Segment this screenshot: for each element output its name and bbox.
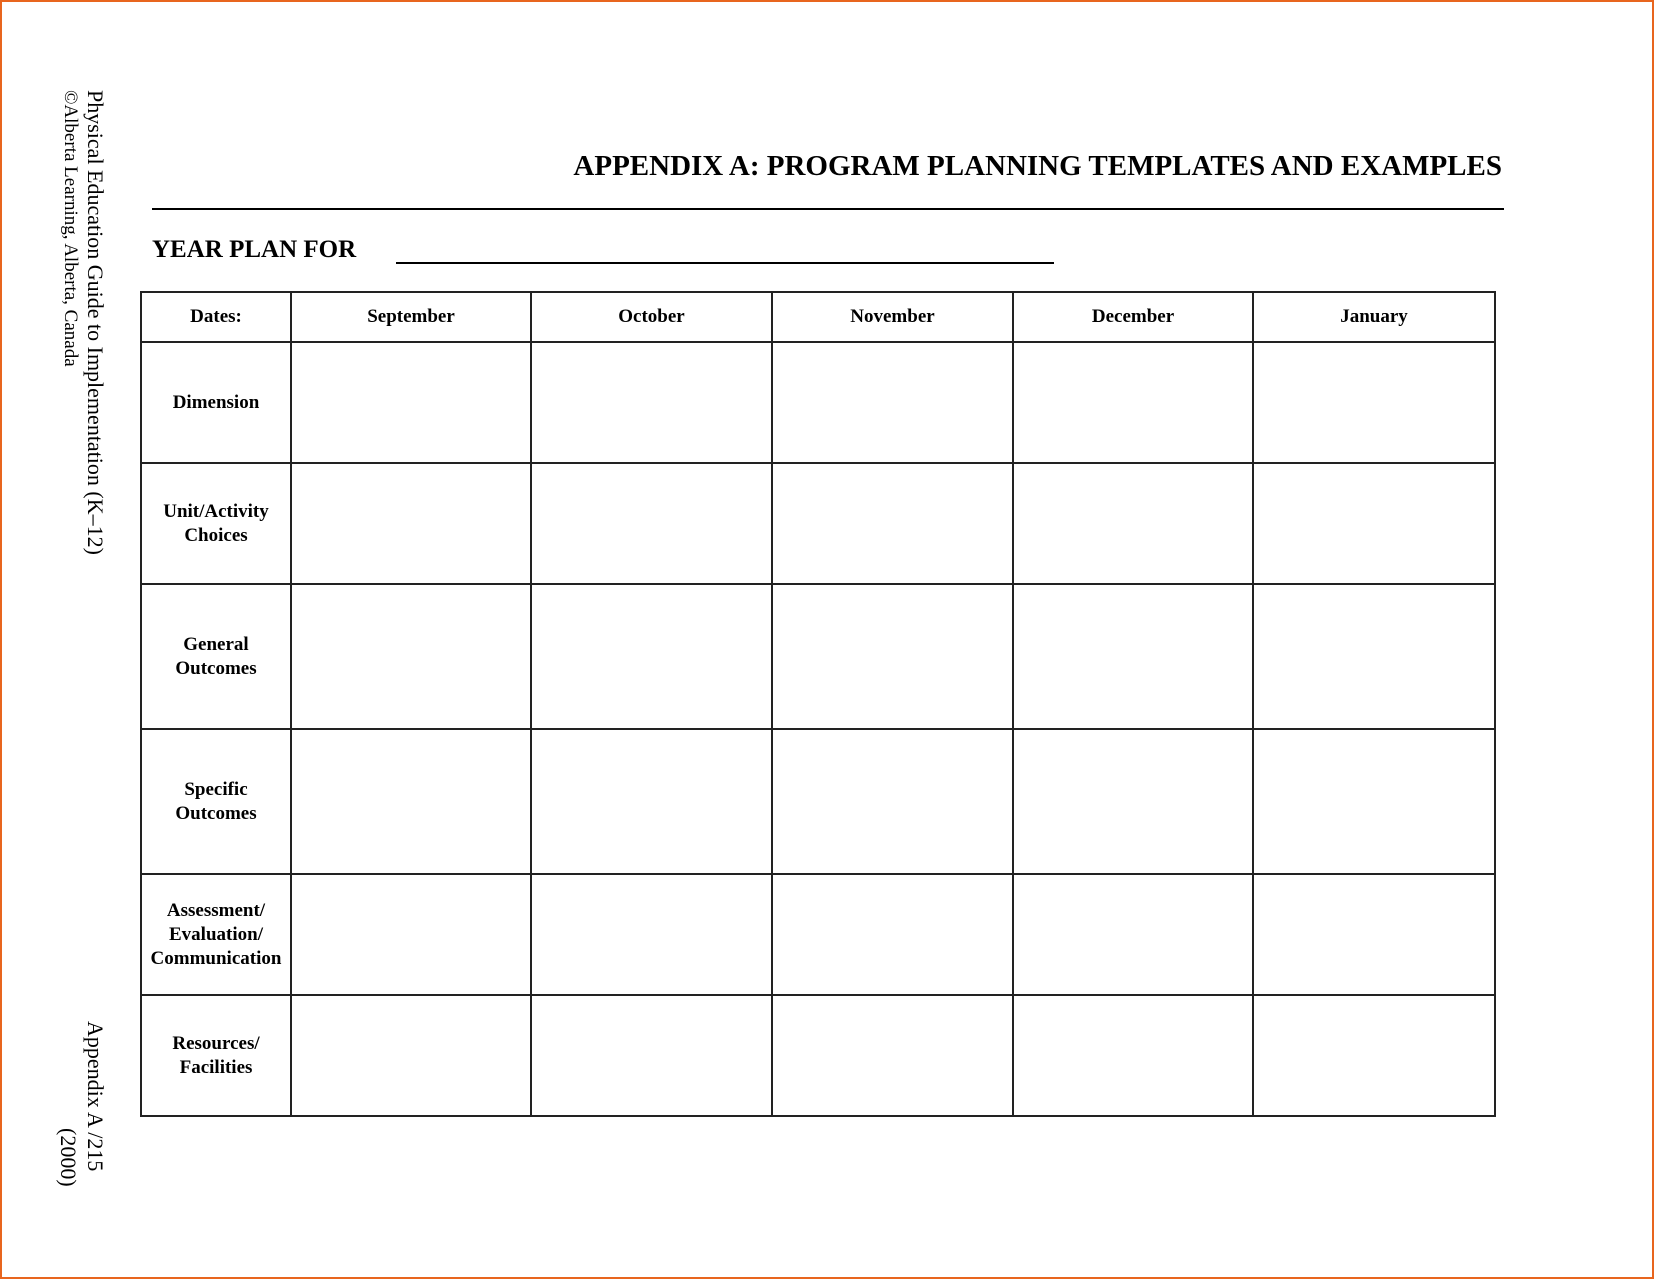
column-header-january: January <box>1253 292 1495 342</box>
column-header-november: November <box>772 292 1013 342</box>
table-cell[interactable] <box>772 874 1013 995</box>
column-header-december: December <box>1013 292 1253 342</box>
table-cell[interactable] <box>772 342 1013 463</box>
title-rule <box>152 208 1504 210</box>
column-header-october: October <box>531 292 772 342</box>
table-cell[interactable] <box>291 874 531 995</box>
table-cell[interactable] <box>531 463 772 584</box>
table-cell[interactable] <box>1253 874 1495 995</box>
page-title: APPENDIX A: PROGRAM PLANNING TEMPLATES AND EXAMPLES <box>573 150 1502 182</box>
table-cell[interactable] <box>1253 463 1495 584</box>
row-header-dimension: Dimension <box>141 342 291 463</box>
table-cell[interactable] <box>1253 729 1495 874</box>
table-row <box>141 584 1495 729</box>
year-plan-fill-line <box>396 262 1054 264</box>
row-header-resources-facilities: Resources/ Facilities <box>141 995 291 1116</box>
year-plan-table <box>140 291 1496 1117</box>
table-cell[interactable] <box>531 584 772 729</box>
table-cell[interactable] <box>1253 584 1495 729</box>
table-cell[interactable] <box>772 995 1013 1116</box>
table-header-row <box>141 292 1495 342</box>
table-cell[interactable] <box>1253 995 1495 1116</box>
table-cell[interactable] <box>531 874 772 995</box>
table-cell[interactable] <box>531 342 772 463</box>
table-row <box>141 874 1495 995</box>
side-page-number: Appendix A /215 <box>83 1021 108 1172</box>
table-cell[interactable] <box>1013 342 1253 463</box>
table-cell[interactable] <box>531 995 772 1116</box>
row-header-unit-activity-choices: Unit/Activity Choices <box>141 463 291 584</box>
table-cell[interactable] <box>291 995 531 1116</box>
table-row <box>141 342 1495 463</box>
table-row <box>141 463 1495 584</box>
table-cell[interactable] <box>1013 463 1253 584</box>
row-header-specific-outcomes: Specific Outcomes <box>141 729 291 874</box>
column-header-september: September <box>291 292 531 342</box>
table-row <box>141 995 1495 1116</box>
table-cell[interactable] <box>1013 995 1253 1116</box>
table-cell[interactable] <box>531 729 772 874</box>
row-header-assessment: Assessment/ Evaluation/ Communication <box>141 874 291 995</box>
side-copyright: ©Alberta Learning, Alberta, Canada <box>60 90 81 367</box>
row-header-general-outcomes: General Outcomes <box>141 584 291 729</box>
table-cell[interactable] <box>1013 584 1253 729</box>
table-cell[interactable] <box>772 584 1013 729</box>
table-cell[interactable] <box>1013 874 1253 995</box>
dates-corner-header: Dates: <box>141 292 291 342</box>
table-cell[interactable] <box>291 584 531 729</box>
side-guide-title: Physical Education Guide to Implementation (K–12) <box>83 90 108 555</box>
table-cell[interactable] <box>1013 729 1253 874</box>
table-cell[interactable] <box>291 463 531 584</box>
table-row <box>141 729 1495 874</box>
table-cell[interactable] <box>772 463 1013 584</box>
table-cell[interactable] <box>291 729 531 874</box>
table-cell[interactable] <box>772 729 1013 874</box>
side-year: (2000) <box>56 1128 81 1187</box>
table-cell[interactable] <box>1253 342 1495 463</box>
table-cell[interactable] <box>291 342 531 463</box>
year-plan-label: YEAR PLAN FOR <box>152 236 357 263</box>
